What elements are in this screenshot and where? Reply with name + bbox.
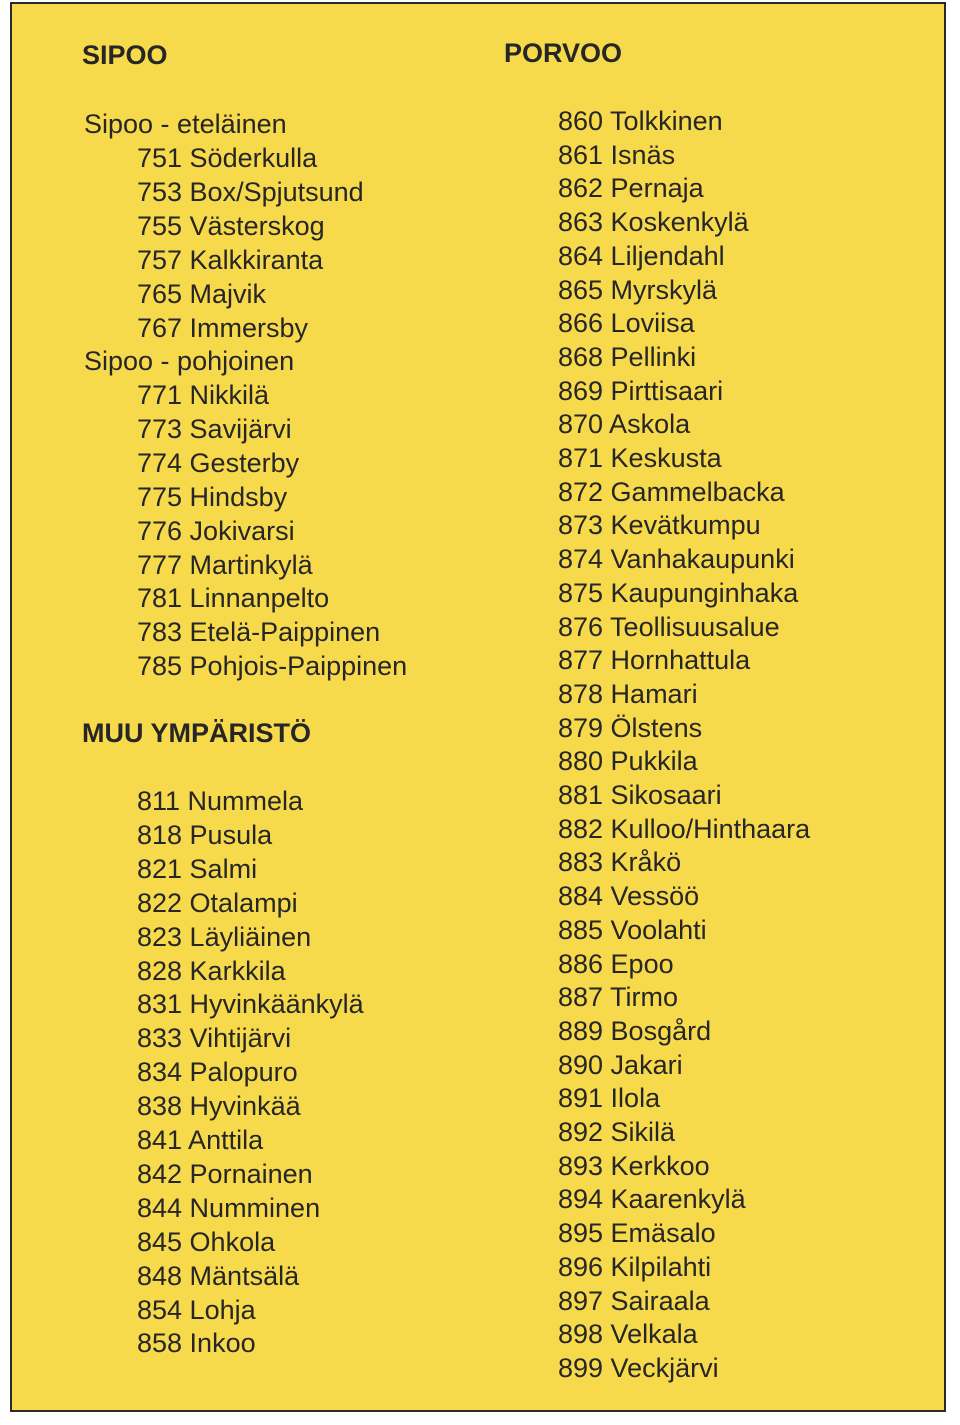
area-list-item: 884 Vessöö	[558, 881, 700, 911]
area-list-item: 771 Nikkilä	[137, 380, 270, 410]
area-list-item: 833 Vihtijärvi	[137, 1023, 292, 1053]
area-list-item: 774 Gesterby	[137, 448, 300, 478]
area-list-item: 751 Söderkulla	[137, 143, 318, 173]
area-list-item: 869 Pirttisaari	[558, 376, 724, 406]
sipoo-south-subheading: Sipoo - eteläinen	[84, 109, 287, 139]
area-list-item: 842 Pornainen	[137, 1159, 313, 1189]
area-list-item: 753 Box/Spjutsund	[137, 177, 364, 207]
area-list-item: 881 Sikosaari	[558, 780, 722, 810]
area-list-item: 872 Gammelbacka	[558, 477, 785, 507]
area-list-item: 858 Inkoo	[137, 1328, 256, 1358]
area-list-item: 868 Pellinki	[558, 342, 697, 372]
area-list-item: 823 Läyliäinen	[137, 922, 312, 952]
area-list-item: 845 Ohkola	[137, 1227, 276, 1257]
area-list-item: 863 Koskenkylä	[558, 207, 749, 237]
area-list-item: 871 Keskusta	[558, 443, 722, 473]
area-list-item: 854 Lohja	[137, 1295, 256, 1325]
area-list-item: 886 Epoo	[558, 949, 674, 979]
area-list-item: 834 Palopuro	[137, 1057, 298, 1087]
area-list-item: 811 Nummela	[137, 786, 304, 816]
area-list-item: 777 Martinkylä	[137, 550, 313, 580]
area-list-item: 848 Mäntsälä	[137, 1261, 300, 1291]
area-list-item: 898 Velkala	[558, 1319, 698, 1349]
area-list-item: 874 Vanhakaupunki	[558, 544, 795, 574]
area-list-item: 860 Tolkkinen	[558, 106, 723, 136]
area-list-item: 895 Emäsalo	[558, 1218, 716, 1248]
area-list-item: 865 Myrskylä	[558, 275, 718, 305]
sipoo-heading: SIPOO	[82, 40, 168, 70]
area-list-item: 891 Ilola	[558, 1083, 661, 1113]
area-list-item: 862 Pernaja	[558, 173, 704, 203]
area-list-item: 822 Otalampi	[137, 888, 298, 918]
area-list-item: 767 Immersby	[137, 313, 309, 343]
area-list-item: 844 Numminen	[137, 1193, 321, 1223]
area-list-item: 897 Sairaala	[558, 1286, 710, 1316]
area-list-item: 765 Majvik	[137, 279, 267, 309]
area-list-item: 882 Kulloo/Hinthaara	[558, 814, 811, 844]
porvoo-heading: PORVOO	[504, 38, 623, 68]
area-list-item: 783 Etelä-Paippinen	[137, 617, 381, 647]
area-list-item: 818 Pusula	[137, 820, 273, 850]
area-list-item: 870 Askola	[558, 409, 691, 439]
area-list-item: 889 Bosgård	[558, 1016, 712, 1046]
area-list-item: 781 Linnanpelto	[137, 583, 330, 613]
area-list-item: 861 Isnäs	[558, 140, 676, 170]
area-list-item: 876 Teollisuusalue	[558, 612, 780, 642]
muu-ymparisto-heading: MUU YMPÄRISTÖ	[82, 718, 312, 748]
area-list-item: 775 Hindsby	[137, 482, 288, 512]
area-list-item: 866 Loviisa	[558, 308, 695, 338]
area-list-item: 893 Kerkkoo	[558, 1151, 710, 1181]
area-list-item: 757 Kalkkiranta	[137, 245, 324, 275]
area-list-item: 776 Jokivarsi	[137, 516, 295, 546]
area-list-item: 821 Salmi	[137, 854, 258, 884]
area-list-item: 873 Kevätkumpu	[558, 510, 761, 540]
area-list-item: 894 Kaarenkylä	[558, 1184, 746, 1214]
area-list-item: 831 Hyvinkäänkylä	[137, 989, 364, 1019]
area-list-item: 892 Sikilä	[558, 1117, 676, 1147]
area-list-item: 755 Västerskog	[137, 211, 325, 241]
area-list-item: 841 Anttila	[137, 1125, 264, 1155]
area-list-item: 896 Kilpilahti	[558, 1252, 712, 1282]
area-list-item: 875 Kaupunginhaka	[558, 578, 799, 608]
area-list-item: 880 Pukkila	[558, 746, 698, 776]
area-list-item: 878 Hamari	[558, 679, 698, 709]
area-list-item: 890 Jakari	[558, 1050, 683, 1080]
area-list-item: 887 Tirmo	[558, 982, 679, 1012]
area-code-card	[10, 2, 946, 1412]
area-list-item: 883 Kråkö	[558, 847, 682, 877]
area-list-item: 877 Hornhattula	[558, 645, 751, 675]
area-list-item: 773 Savijärvi	[137, 414, 292, 444]
area-list-item: 828 Karkkila	[137, 956, 286, 986]
sipoo-north-subheading: Sipoo - pohjoinen	[84, 346, 295, 376]
area-list-item: 879 Ölstens	[558, 713, 703, 743]
area-list-item: 864 Liljendahl	[558, 241, 725, 271]
area-list-item: 838 Hyvinkää	[137, 1091, 301, 1121]
area-list-item: 899 Veckjärvi	[558, 1353, 719, 1383]
area-list-item: 885 Voolahti	[558, 915, 707, 945]
area-list-item: 785 Pohjois-Paippinen	[137, 651, 408, 681]
